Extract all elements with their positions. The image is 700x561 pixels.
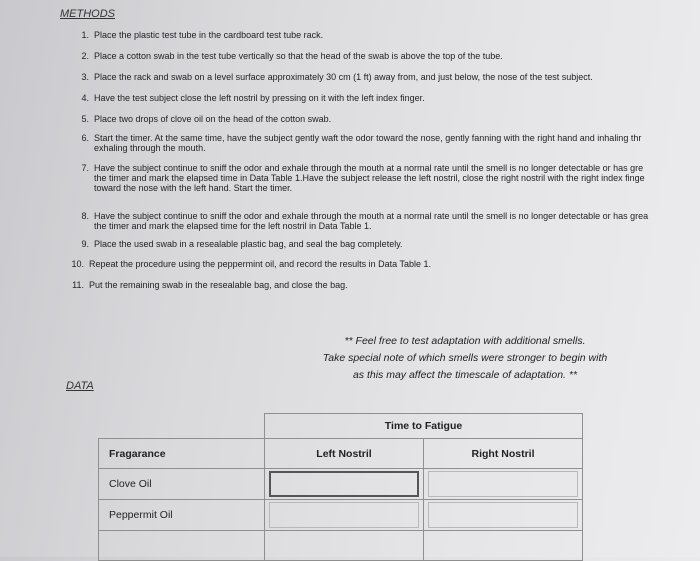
step-text xyxy=(94,211,648,231)
note-line-2: Take special note of which smells were stronger to begin with xyxy=(322,352,608,364)
table-row xyxy=(99,469,583,500)
step-number: 5. xyxy=(81,114,89,124)
step-text-line: Place the plastic test tube in the cardboard test tube rack. xyxy=(94,30,324,40)
step-text-line: Have the subject continue to sniff the odor and exhale through the mouth at a normal rate until the smell is no longer detectable or has gre xyxy=(94,163,644,173)
step-text xyxy=(94,51,503,61)
step-text-line: exhaling through the mouth. xyxy=(94,143,206,153)
methods-heading: METHODS xyxy=(60,8,115,20)
data-table-1 xyxy=(98,413,583,561)
step-number: 9. xyxy=(81,239,89,249)
step-text xyxy=(94,93,425,103)
step-number: 7. xyxy=(81,163,89,173)
step-text-line: Have the test subject close the left nostril by pressing on it with the left index finger. xyxy=(94,93,425,103)
step-text xyxy=(89,259,431,269)
step-text xyxy=(94,163,645,193)
table-group-header-row xyxy=(99,414,583,439)
step-text-line: Place the rack and swab on a level surface approximately 30 cm (1 ft) away from, and just below, the nose of the test subject. xyxy=(94,72,593,82)
step-text-line: Place a cotton swab in the test tube vertically so that the head of the swab is above the top of the tube. xyxy=(94,51,503,61)
step-text-line: Have the subject continue to sniff the odor and exhale through the mouth at a normal rate until the smell is no longer detectable or has grea xyxy=(94,211,649,221)
extra-left-nostril-cell[interactable] xyxy=(265,531,424,561)
step-text xyxy=(94,133,641,153)
clove-right-nostril-cell[interactable] xyxy=(424,469,583,500)
table-column-header-row xyxy=(99,439,583,469)
step-number: 3. xyxy=(81,72,89,82)
right-nostril-column-header: Right Nostril xyxy=(424,439,583,469)
note-line-3: as this may affect the timescale of adaptation. ** xyxy=(352,369,578,381)
note-line-1: ** Feel free to test adaptation with additional smells. xyxy=(344,335,586,347)
step-text-line: Repeat the procedure using the peppermint oil, and record the results in Data Table 1. xyxy=(89,259,432,269)
step-text xyxy=(89,280,348,290)
step-text xyxy=(94,114,331,124)
step-text-line: toward the nose with the left hand. Start the timer. xyxy=(94,183,293,193)
extra-right-nostril-cell[interactable] xyxy=(424,531,583,561)
step-text-line: the timer and mark the elapsed time in Data Table 1.Have the subject release the left nostril, close the right nostril with the right index finge xyxy=(94,173,645,183)
peppermint-right-nostril-cell[interactable] xyxy=(424,500,583,531)
adaptation-note xyxy=(300,333,630,384)
peppermint-left-nostril-cell[interactable] xyxy=(265,500,424,531)
step-number: 8. xyxy=(81,211,89,221)
step-number: 1. xyxy=(81,30,89,40)
step-number: 2. xyxy=(81,51,89,61)
step-number: 6. xyxy=(81,133,89,143)
step-number: 4. xyxy=(81,93,89,103)
row-label-extra[interactable] xyxy=(99,531,265,561)
step-text-line: Put the remaining swab in the resealable bag, and close the bag. xyxy=(89,280,348,290)
peppermint-left-nostril-input[interactable] xyxy=(269,502,419,528)
row-label-clove-oil: Clove Oil xyxy=(99,469,265,500)
step-text xyxy=(94,30,323,40)
table-row xyxy=(99,531,583,561)
step-text-line: the timer and mark the elapsed time for the left nostril in Data Table 1. xyxy=(94,221,372,231)
step-text xyxy=(94,239,403,249)
clove-left-nostril-input[interactable] xyxy=(269,471,419,497)
clove-right-nostril-input[interactable] xyxy=(428,471,578,497)
clove-left-nostril-cell[interactable] xyxy=(265,469,424,500)
step-text-line: Place two drops of clove oil on the head of the cotton swab. xyxy=(94,114,332,124)
data-heading: DATA xyxy=(66,380,94,392)
time-to-fatigue-header: Time to Fatigue xyxy=(265,414,583,439)
step-text xyxy=(94,72,593,82)
step-text-line: Start the timer. At the same time, have the subject gently waft the odor toward the nose, gently fanning with the right hand and inhaling thr xyxy=(94,133,642,143)
row-label-peppermint-oil: Peppermit Oil xyxy=(99,500,265,531)
left-nostril-column-header: Left Nostril xyxy=(265,439,424,469)
table-empty-corner xyxy=(99,414,265,439)
peppermint-right-nostril-input[interactable] xyxy=(428,502,578,528)
table-row xyxy=(99,500,583,531)
step-text-line: Place the used swab in a resealable plastic bag, and seal the bag completely. xyxy=(94,239,403,249)
step-number: 11. xyxy=(72,280,84,290)
step-number: 10. xyxy=(71,259,84,269)
fragrance-column-header: Fragarance xyxy=(99,439,265,469)
